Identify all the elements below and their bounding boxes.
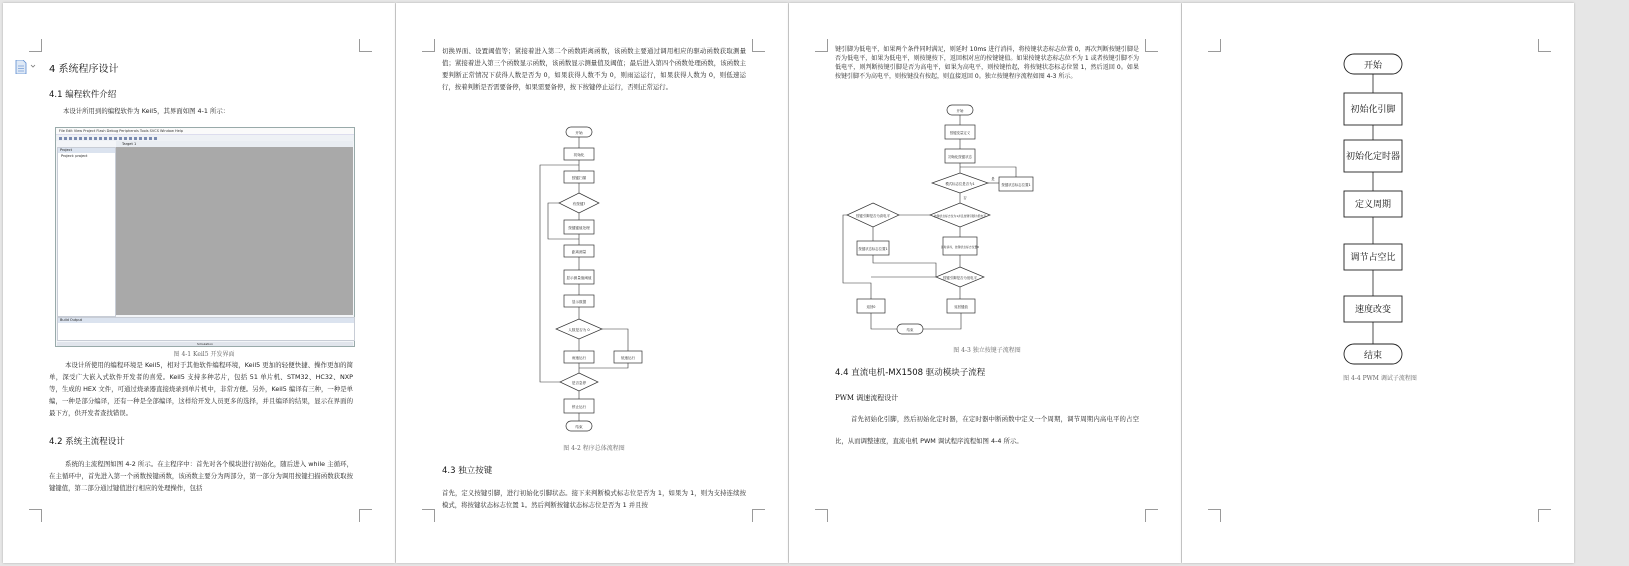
ide-target-tab: Target 1: [116, 141, 353, 147]
flow-label: 开始: [1363, 61, 1383, 71]
flow-label: 低速运行: [620, 356, 636, 360]
figure-caption: 图 4-1 Keil5 开发界面: [173, 351, 235, 358]
flow-label: 开始: [575, 131, 583, 135]
paragraph: 键引脚为低电平，如果两个条件同时满足，则延时 10ms 进行消抖，将按键状态标志位置 0，再次判断按键引脚是否为低电平，如果为低电平，则按键按下，返回相对应的按键键值。如果按键状态标志位不为 1 或者按键引脚不为低电平，则判断按键引脚是否为高电平，如果为高电平，则按键抬起，将按键状态标志位置 1，然后返回 0。如果按键引脚不为高电平，则按键没有按起，则直接返回 0。独立按键程序流程如图 4-3 所示。: [835, 46, 1139, 80]
flow-label: 是否急停: [571, 381, 587, 385]
crop-mark: [752, 39, 765, 52]
ide-build-output: [57, 317, 355, 341]
ide-editor-area: [116, 147, 353, 315]
flow-label: 按键状态标志位置1: [858, 247, 888, 251]
paragraph: 本设计所用到的编程软件为 Keil5，其界面如图 4-1 所示：: [63, 107, 230, 115]
crop-mark: [1208, 509, 1221, 522]
paragraph: 首先，定义按键引脚，进行初始化引脚状态。接下来判断模式标志位是否为 1，如果为 1，则为支持连续按模式，将按键状态标志位置 1。然后判断按键状态标志位是否为 1 并且按: [442, 489, 746, 509]
flow-label: 结束: [1363, 351, 1383, 361]
navigation-document-icon[interactable]: [15, 59, 37, 78]
flow-label: 按键状态标志位置1: [1001, 183, 1031, 187]
flow-label: 开始: [956, 109, 964, 113]
crop-mark: [422, 39, 435, 52]
crop-mark: [1145, 509, 1158, 522]
section-heading-4-2: 4.2 系统主流程设计: [49, 437, 125, 447]
ide-toolbar: [56, 134, 354, 141]
document-page-3: [789, 3, 1181, 563]
ide-project-pane: [57, 147, 116, 317]
flow-label: 初始化: [573, 153, 585, 157]
flow-label: 初始化定时器: [1345, 152, 1401, 162]
flow-label: 返回键值: [954, 305, 968, 309]
subsection-heading: PWM 调速流程设计: [835, 394, 899, 402]
main-flowchart: [536, 123, 646, 435]
ide-project-node: Project: project: [61, 154, 88, 158]
figure-caption: 图 4-4 PWM 调试子流程图: [1343, 375, 1417, 382]
paragraph: 本设计所使用的编程环境是 Keil5，相对于其他软件编程环境，Keil5 更加的轻便快捷、操作更加的简单，深受广大嵌入式软件开发者的喜爱。Keil5 支持多种芯片，包括 51 单片机、STM32、HC32、NXP 等，生成的 HEX 文件，可通过烧录器直接烧录到单片机中，非常方便。另外，Keil5 编译有三种，一种是单编，一种是部分编译，还有一种是全部编译，这样给开发人员更多的选择，并且编译的结果，显示在界面的最下方，供开发者查找错误。: [49, 361, 353, 417]
crop-mark: [1208, 39, 1221, 52]
flow-label: 按键变量定义: [949, 131, 971, 135]
flow-label: 按键状态标志位为1并且按键引脚为低电平: [933, 214, 987, 218]
flow-label: 按键扫描: [571, 176, 587, 180]
document-page-2: [396, 3, 788, 563]
ide-menu-bar: File Edit View Project Flash Debug Peripherals Tools SVCS Window Help: [56, 128, 354, 134]
crop-mark: [1538, 39, 1551, 52]
document-page-4: [1182, 3, 1574, 563]
paragraph: 切换界面、设置阈值等；紧接着进入第二个函数距离函数，该函数主要通过调用相应的驱动函数获取测量值；紧接着进入第三个函数显示函数，该函数显示测量值及阈值；最后进入第四个函数处理函数，该函数主要判断正常情况下获得人数是否为 0，如果获得人数不为 0，则雨运运行，如果获得人数为 0，则低速运行，按着判断是否需要备停，如果需要备停，按下按键停止运行，否则正常运行。: [442, 47, 746, 91]
flow-label: 初始化按键状态: [948, 155, 972, 159]
section-heading-4-4: 4.4 直流电机-MX1508 驱动模块子流程: [835, 368, 986, 378]
flow-label: 延时消抖，按键状态标志位置0: [940, 245, 980, 249]
figure-caption: 图 4-3 独立按键子流程图: [953, 347, 1021, 354]
flow-label: 速度改变: [1354, 305, 1392, 315]
flow-label: 否: [963, 196, 967, 200]
crop-mark: [1145, 39, 1158, 52]
flow-label: 按键引脚是否为低电平: [943, 276, 977, 280]
section-heading-4-3: 4.3 独立按键: [442, 466, 493, 476]
document-page-1: [3, 3, 395, 563]
crop-mark: [815, 39, 828, 52]
flow-label: 距离测量: [571, 250, 587, 254]
flow-label: 按键键值处理: [568, 226, 590, 230]
crop-mark: [752, 509, 765, 522]
crop-mark: [1538, 509, 1551, 522]
flow-label: 初始化引脚: [1350, 105, 1396, 115]
flow-label: 结束: [906, 328, 914, 332]
crop-mark: [422, 509, 435, 522]
flow-label: 是: [991, 177, 995, 181]
ide-build-title: Build Output: [58, 318, 354, 323]
crop-mark: [29, 39, 42, 52]
flow-label: 显示数据: [571, 300, 587, 304]
flow-label: 有按键?: [572, 202, 586, 206]
crop-mark: [815, 509, 828, 522]
section-heading-4-1: 4.1 编程软件介绍: [49, 90, 117, 100]
figure-caption: 图 4-2 程序总体流程图: [563, 445, 625, 452]
flow-label: 停止运行: [571, 405, 587, 409]
ide-project-title: Project: [58, 148, 115, 153]
paragraph: 系统的主流程图如图 4-2 所示。在主程序中：首先对各个模块进行初始化，随后进入 while 主循环，在主循环中，首先进入第一个函数按键函数，该函数主要分为两部分，第一部分为调用按键扫描函数获取按键键值，第二部分通过键值进行相应的处理操作，包括: [49, 460, 353, 492]
chapter-heading: 4 系统程序设计: [49, 64, 119, 75]
ide-status-bar: Simulation: [57, 342, 353, 346]
flow-label: 按键引脚是否为高电平: [856, 214, 890, 218]
pwm-flowchart: [1332, 48, 1422, 368]
flow-label: 定义周期: [1354, 200, 1392, 210]
flow-label: 雨速运行: [571, 356, 587, 360]
flow-label: 模式标志位是否为1: [945, 182, 975, 186]
flow-label: 调节占空比: [1350, 253, 1396, 263]
keil5-screenshot: [55, 127, 355, 347]
flow-label: 显示测量值阈值: [566, 276, 592, 280]
flow-label: 返回0: [866, 305, 876, 309]
flow-label: 结束: [575, 425, 583, 429]
crop-mark: [29, 509, 42, 522]
crop-mark: [359, 509, 372, 522]
paragraph: 首先初始化引脚，然后初始化定时器，在定时器中断函数中定义一个周期，调节周期内高电平的占空比，从而调整速度，直流电机 PWM 调试程序流程如图 4-4 所示。: [835, 415, 1139, 445]
key-flowchart: [839, 103, 1039, 338]
flow-label: 人数是否为 0: [568, 328, 590, 332]
crop-mark: [359, 39, 372, 52]
